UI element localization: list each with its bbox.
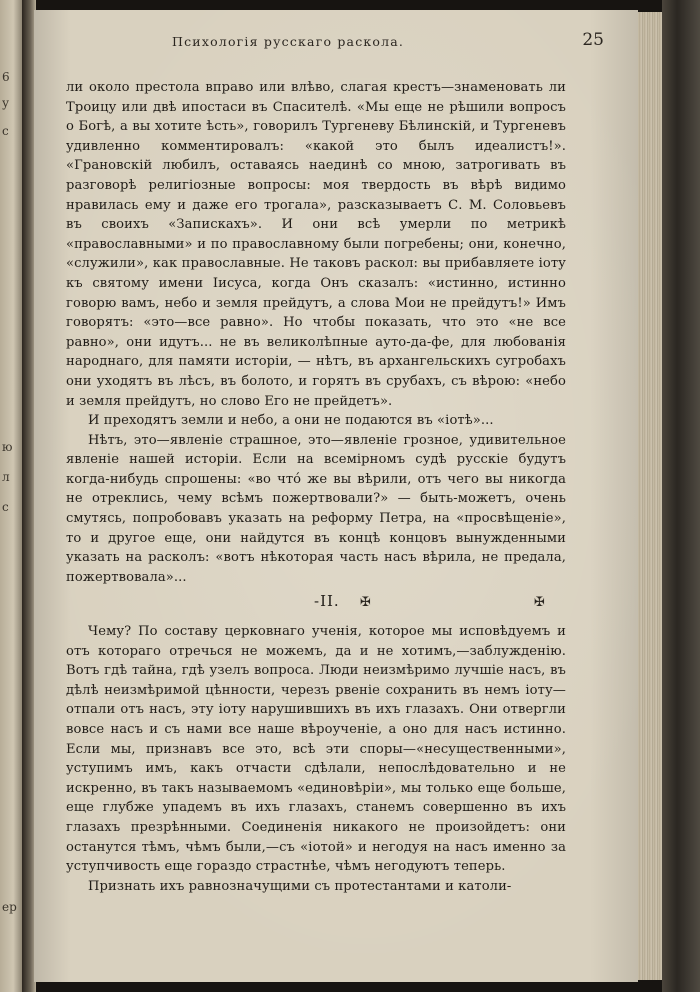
paragraph: Чему? По составу церковнаго ученія, которое мы исповѣдуемъ и отъ котораго отречься не можемъ, да и не хотимъ,—заблужденію. Вотъ гдѣ тайна, гдѣ узелъ вопроса. Люди неизмѣримо лучшіе насъ, въ дѣлѣ неизмѣримой цѣнности, черезъ рвеніе сохранить въ немъ іоту—отпали отъ насъ, эту іоту нарушившихъ въ ихъ глазахъ. Они отвергли вовсе насъ и съ нами все наше вѣроученіе, а оно для насъ истинно. Если мы, признавъ все это, всѣ эти споры—«несущественными», уступимъ имъ, какъ отчасти сдѣлали, непослѣдовательно и не искренно, въ такъ называемомъ «единовѣріи», мы только еще больше, еще глубже упадемъ въ ихъ глазахъ, станемъ совершенно въ ихъ глазахъ презрѣнными. Соединенія никакого не произойдетъ: они останутся тѣмъ, чѣмъ были,—съ «іотой» и негодуя на насъ именно за уступчивость еще гораздо страстнѣе, чѣмъ негодуютъ теперь. [66, 624, 566, 875]
paragraph: Признать ихъ равнозначущими съ протестантами и католи- [88, 878, 512, 894]
left-page-fragment: ю [2, 440, 13, 454]
left-page-fragment: с [2, 124, 9, 138]
left-page-fragment: 6 [2, 70, 10, 84]
book-cover-edge [662, 0, 700, 992]
text-block-after-section [66, 622, 566, 896]
text-block-before-section [66, 78, 566, 587]
running-title: Психологія русскаго раскола. [172, 34, 405, 49]
left-page-edge [0, 0, 22, 992]
ornament-icon: ✠ [534, 595, 545, 610]
page-stack-edge [638, 12, 662, 980]
running-header [34, 30, 638, 56]
left-page-fragment: с [2, 500, 9, 514]
paragraph: И преходятъ земли и небо, а они не подаются въ «іотѣ»... [88, 413, 494, 429]
page-number: 25 [582, 30, 604, 50]
paragraph: Нѣтъ, это—явленіе страшное, это—явленіе грозное, удивительное явленіе нашей исторіи. Если на всемірномъ судѣ русскіе будутъ когда-нибудь спрошены: «во чтó же вы вѣрили, отъ чего вы никогда не отреклись, чему всѣмъ пожертвовали?» — быть-можетъ, очень смутясь, попробовавъ указать на реформу Петра, на «просвѣщеніе», то и другое еще, они найдутся въ концѣ концовъ вынужденными указать на расколъ: «вотъ нѣкоторая часть насъ вѣрила, не предала, пожертвовала»... [66, 432, 566, 585]
section-number: -II. [314, 592, 340, 610]
section-heading [34, 592, 638, 616]
ornament-icon: ✠ [360, 595, 371, 610]
left-page-fragment: л [2, 470, 10, 484]
paragraph: ли около престола вправо или влѣво, слагая крестъ—знаменовать ли Троицу или двѣ ипостаси въ Спасителѣ. «Мы еще не рѣшили вопросъ о Богѣ, а вы хотите ѣсть», говорилъ Тургеневу Бѣлинскій, и Тургеневъ удивленно комментировалъ: «какой это былъ идеалистъ!». «Грановскій любилъ, оставаясь наединѣ со мною, затрогивать въ разговорѣ религіозные вопросы: моя твердость въ вѣрѣ видимо нравилась ему и даже его трогала», разсказываетъ С. М. Соловьевъ въ своихъ «Запискахъ». И они всѣ умерли по метрикѣ «православными» и по православному были погребены; они, конечно, «служили», как православные. Не таковъ раскол: вы прибавляете іоту къ святому имени Іисуса, когда Онъ сказалъ: «истинно, истинно говорю вамъ, небо и земля прейдутъ, а слова Мои не прейдутъ!» Имъ говорятъ: «это—все равно». Но чтобы показать, что это «не все равно», они идутъ... не въ великолѣпные ауто-да-фе, для любованія народнаго, для памяти исторіи, — нѣтъ, въ архангельскихъ сугробахъ они уходятъ въ лѣсъ, въ болото, и горятъ въ срубахъ, съ вѣрою: «небо и земля прейдутъ, но слово Его не прейдетъ». [66, 80, 566, 409]
left-page-fragment: ер [2, 900, 17, 914]
left-page-fragment: у [2, 96, 10, 110]
